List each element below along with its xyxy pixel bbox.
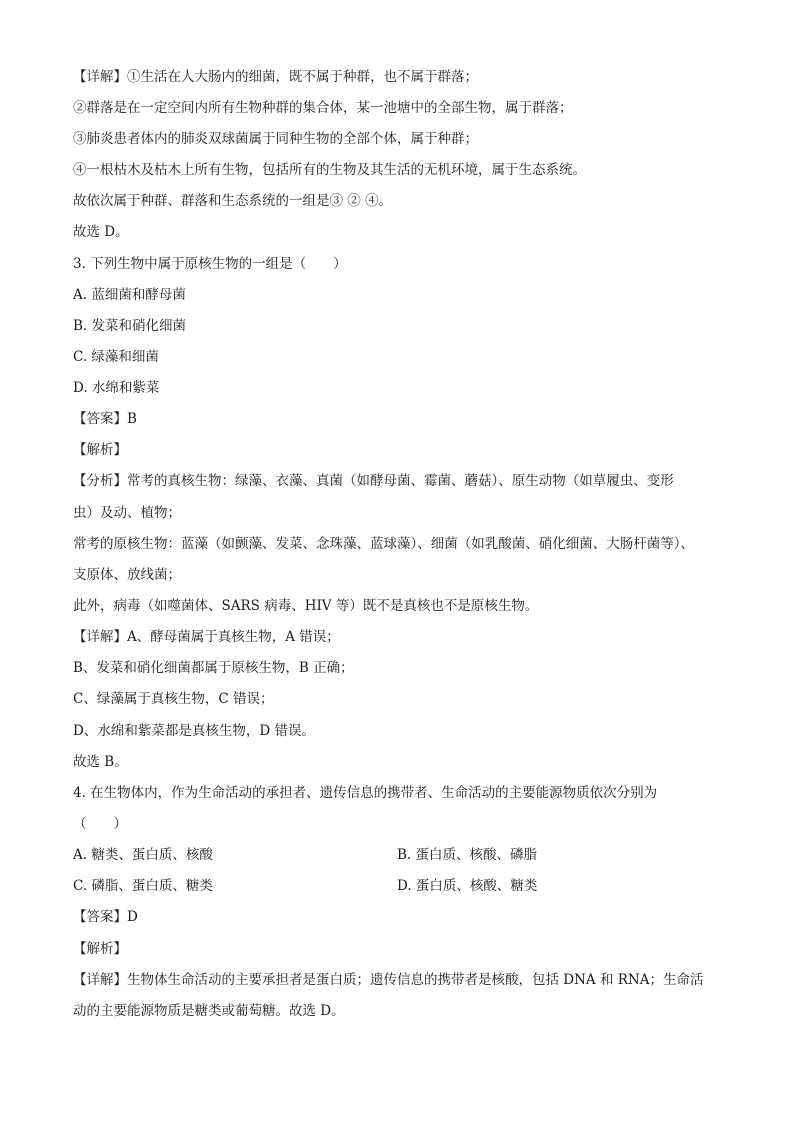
option-d: D. 蛋白质、核酸、糖类	[397, 878, 538, 894]
text-line: D、水绵和紫菜都是真核生物，D 错误。	[73, 723, 315, 739]
text-line: 故选 D。	[73, 224, 129, 240]
text-line: （ ）	[73, 816, 127, 832]
option-a: A. 蓝细菌和酵母菌	[73, 287, 186, 303]
answer-label: 【答案】D	[73, 909, 138, 925]
text-line: 【详解】生物体生命活动的主要承担者是蛋白质；遗传信息的携带者是核酸，包括 DNA 和 RNA；生命活	[73, 972, 704, 988]
option-c: C. 绿藻和细菌	[73, 349, 159, 365]
question-4-stem: 4. 在生物体内，作为生命活动的承担者、遗传信息的携带者、生命活动的主要能源物质依次分别为	[73, 785, 658, 801]
option-b: B. 发菜和硝化细菌	[73, 318, 187, 334]
text-line: 此外，病毒（如噬菌体、SARS 病毒、HIV 等）既不是真核也不是原核生物。	[73, 598, 539, 614]
text-line: 动的主要能源物质是糖类或葡萄糖。故选 D。	[73, 1003, 345, 1019]
text-line: 故依次属于种群、群落和生态系统的一组是③ ② ④。	[73, 193, 393, 209]
analysis-label: 【解析】	[73, 941, 127, 957]
text-line: 支原体、放线菌；	[73, 567, 181, 583]
answer-label: 【答案】B	[73, 411, 137, 427]
analysis-label: 【解析】	[73, 442, 127, 458]
option-b: B. 蛋白质、核酸、磷脂	[397, 847, 538, 863]
option-d: D. 水绵和紫菜	[73, 380, 160, 396]
text-line: 【分析】常考的真核生物：绿藻、衣藻、真菌（如酵母菌、霉菌、蘑菇）、原生动物（如草履虫、变形	[73, 473, 674, 489]
text-line: 常考的原核生物：蓝藻（如颤藻、发菜、念珠藻、蓝球藻）、细菌（如乳酸菌、硝化细菌、大肠杆菌等）、	[73, 536, 694, 552]
text-line: ②群落是在一定空间内所有生物种群的集合体，某一池塘中的全部生物，属于群落；	[73, 100, 573, 116]
text-line: B、发菜和硝化细菌都属于原核生物，B 正确；	[73, 660, 354, 676]
text-line: C、绿藻属于真核生物，C 错误；	[73, 691, 274, 707]
text-line: 故选 B。	[73, 754, 128, 770]
text-line: 【详解】A、酵母菌属于真核生物，A 错误；	[73, 629, 340, 645]
text-line: 虫）及动、植物；	[73, 505, 181, 521]
text-line: 【详解】①生活在人大肠内的细菌，既不属于种群，也不属于群落；	[73, 69, 478, 85]
option-c: C. 磷脂、蛋白质、糖类	[73, 878, 213, 894]
question-3-stem: 3. 下列生物中属于原核生物的一组是（ ）	[73, 256, 347, 272]
text-line: ③肺炎患者体内的肺炎双球菌属于同种生物的全部个体，属于种群；	[73, 131, 478, 147]
option-a: A. 糖类、蛋白质、核酸	[73, 847, 213, 863]
text-line: ④一根枯木及枯木上所有生物，包括所有的生物及其生活的无机环境，属于生态系统。	[73, 162, 586, 178]
